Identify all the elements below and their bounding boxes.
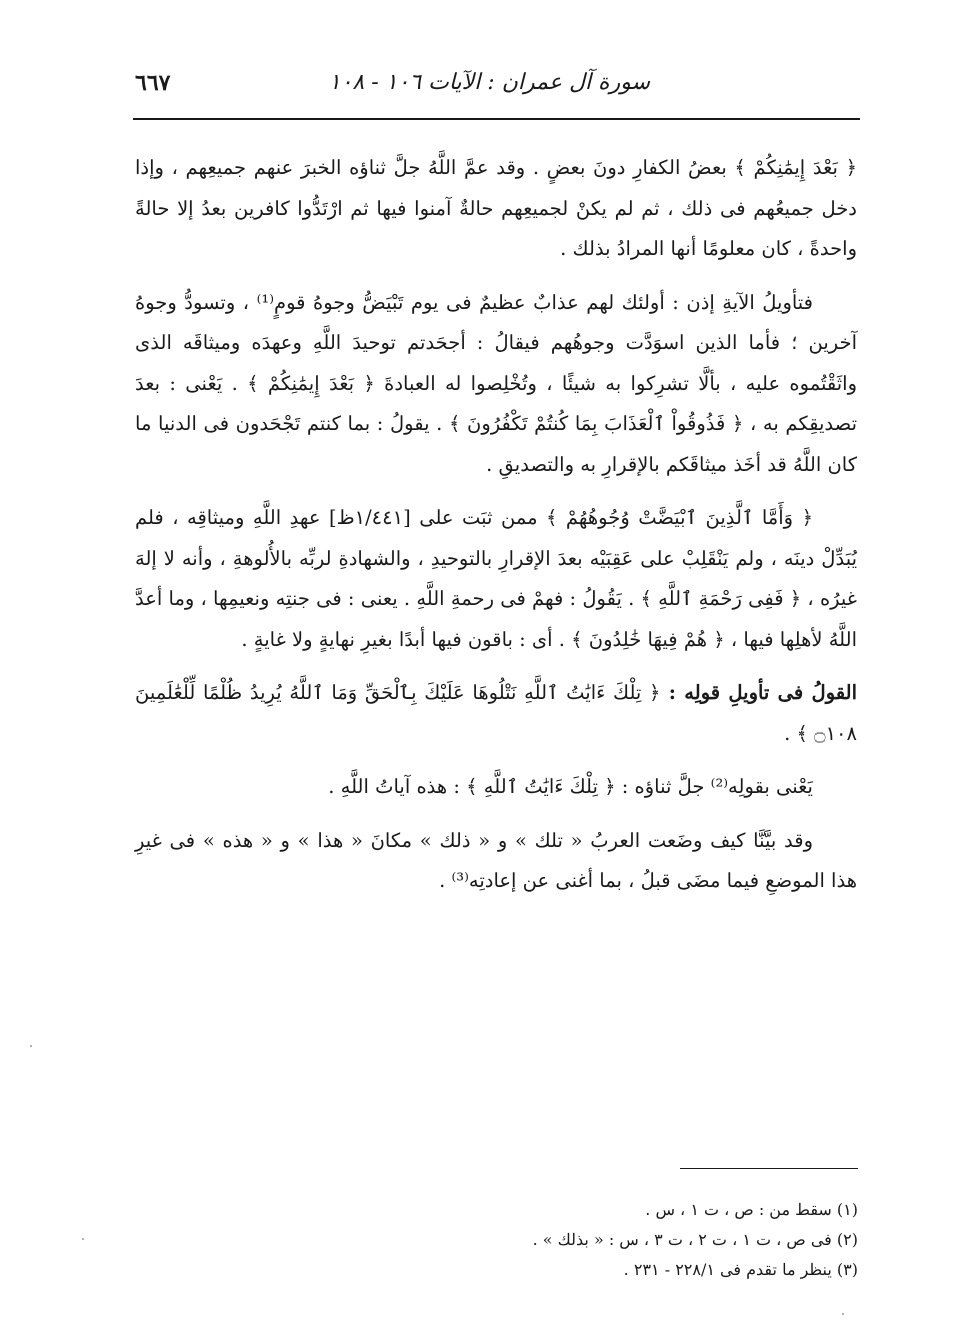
main-text [135,148,857,915]
scan-speck [30,1045,32,1047]
scan-speck [82,1238,84,1240]
page-number: ٦٦٧ [135,70,171,96]
running-title: سورة آل عمران : الآيات ١٠٦ - ١٠٨ [328,70,650,95]
paragraph: يَعْنى بقولِه⁽²⁾ جلَّ ثناؤه : ﴿ تِلْكَ ءَايَٰتُ ٱللَّهِ ﴾ : هذه آياتُ اللَّهِ . [328,775,813,798]
footnote: (٢) فى ص ، ت ١ ، ت ٢ ، ت ٣ ، س : « بذلك » . [532,1230,858,1249]
verse-heading-verse: ﴿ تِلْكَ ءَايَٰتُ ٱللَّهِ نَتْلُوهَا عَلَيْكَ بِٱلْحَقِّ وَمَا ٱللَّهُ يُرِيدُ ظُلْمًا لِّلْعَٰلَمِينَ ۝١٠٨ ﴾ . [135,681,857,745]
footnotes [450,1195,858,1285]
verse-heading-lead: القولُ فى تأويلِ قولِه : [668,681,858,704]
paragraph: فتأويلُ الآيةِ إذن : أولئك لهم عذابٌ عظيمٌ فى يوم تَبْيَضُّ وجوهُ قومٍ⁽¹⁾ ، وتسودُّ وجوهُ آخرين ؛ فأما الذين اسوَدَّت وجوهُهم فيقالُ : أجحَدتم توحيدَ اللَّهِ وعهدَه وميثاقَه الذى واثَقْتُموه عليه ، بألَّا تشرِكوا به شيئًا ، وتُخْلِصوا له العبادةَ ﴿ بَعْدَ إِيمَٰنِكُمْ ﴾ . يَعْنى : بعدَ تصديقِكم به ، ﴿ فَذُوقُواْ ٱلْعَذَابَ بِمَا كُنتُمْ تَكْفُرُونَ ﴾ . يقولُ : بما كنتم تَجْحَدون فى الدنيا ما كان اللَّهُ قد أخَذ ميثاقَكم بالإقرارِ به والتصديقِ . [135,290,857,476]
paragraph: وقد بيَّنَّا كيف وضَعت العربُ « تلك » و « ذلك » مكانَ « هذا » و « هذه » فى غيرِ هذا الموضعِ فيما مضَى قبلُ ، بما أغنى عن إعادتِه⁽³⁾ . [135,828,857,892]
paragraph: ﴿ وَأَمَّا ٱلَّذِينَ ٱبْيَضَّتْ وُجُوهُهُمْ ﴾ ممن ثبَت على [١/٤٤١ظ] عهدِ اللَّهِ وميثاقِه ، فلم يُبَدِّلْ دينَه ، ولم يَنْقَلِبْ على عَقِبَيْه بعدَ الإقرارِ بالتوحيدِ ، والشهادةِ لربِّه بالأُلوهةِ ، وأنه لا إلهَ غيرُه ، ﴿ فَفِى رَحْمَةِ ٱللَّهِ ﴾ . يَقُولُ : فهمْ فى رحمةِ اللَّهِ . يعنى : فى جنتِه ونعيمِها ، وما أعدَّ اللَّهُ لأهلِها فيها ، ﴿ هُمْ فِيهَا خَٰلِدُونَ ﴾ . أى : باقون فيها أبدًا بغيرِ نهايةٍ ولا غايةٍ . [135,506,857,651]
header-rule [133,118,860,120]
footnote: (٣) ينظر ما تقدم فى ٢٢٨/١ - ٢٣١ . [623,1260,858,1279]
scan-speck [842,1313,844,1315]
paragraph: ﴿ بَعْدَ إِيمَٰنِكُمْ ﴾ بعضُ الكفارِ دونَ بعضٍ . وقد عمَّ اللَّهُ جلَّ ثناؤه الخبرَ عنهم جميعِهم ، وإذا دخل جميعُهم فى ذلك ، ثم لم يكنْ لجميعِهم حالةٌ آمنوا فيها ثم ارْتَدُّوا كافرين بعدُ إلا حالةً واحدةً ، كان معلومًا أنها المرادُ بذلك . [135,156,857,260]
verse-heading [135,673,857,754]
footnote: (١) سقط من : ص ، ت ١ ، س . [645,1200,858,1219]
page-header [135,70,855,110]
footnote-rule [680,1168,858,1169]
